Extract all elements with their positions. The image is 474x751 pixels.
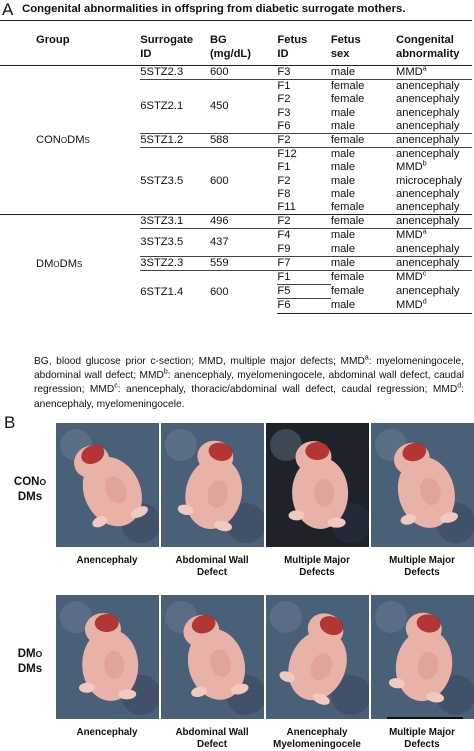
row-label-dm-dms: DMO DMs [17,648,43,675]
fetus-sex-cell: male [330,66,356,78]
abnormality-cell: anencephaly [396,80,472,94]
photo-caption: Multiple Major Defects [284,555,350,578]
fetus-sex-cell: male [330,187,356,200]
fetus-id-cell: F2 [277,174,291,187]
fetus-photo [56,423,159,547]
table-row [0,66,472,80]
abnormality-cell: MMD$^c$ [396,271,472,285]
panel-a-letter: A [2,0,14,19]
abnormality-cell: anencephaly [396,285,460,298]
abnormality-cell: anencephaly [396,256,472,270]
fetus-sex-cell: male [330,106,356,119]
abnormality-cell: MMD$^a$ [396,229,472,243]
header-abnormality: Congenital abnormality [396,21,472,66]
table-header-row [0,21,472,66]
abnormality-cell: MMD$^d$ [396,299,472,313]
fetus-id-cell: F2 [277,134,330,148]
fetus-sex-cell: female [331,271,396,285]
surrogate-id-cell: 6STZ2.1 [140,80,210,134]
abnormality-cell: anencephaly [396,119,460,132]
fetus-sex-cell: female [330,93,365,106]
fetus-sex-cell: female [330,201,365,214]
fetus-sex-cell: female [330,285,365,298]
group-cell: CONODMS [36,133,90,146]
fetus-sex-cell: male [330,161,356,174]
fetus-id-cell: F1 [277,161,291,174]
fetus-sex-cell: female [331,134,396,148]
fetus-id-cell: F1 [277,80,330,94]
surrogate-id-cell: 3STZ2.3 [140,256,210,270]
fetus-photo [161,595,264,719]
surrogate-id-cell: 3STZ3.5 [140,229,210,256]
fetus-sex-cell: male [330,242,356,255]
table-footnote: BG, blood glucose prior c-section; MMD, multiple major defects; MMD$^a$: myelomeningocele, abdominal wall defect; MMD$^b$: anencephaly, myelomeningocele, abdominal wall defect, caudal regression; MMD$^c$: anencephaly, thoracic/abdominal wall defect, caudal regression; MMD$^d$: anencephaly, myelomeningocele. [34,354,464,410]
fetus-photo [266,423,369,547]
panel-b-letter: B [4,413,16,432]
bg-cell: 450 [210,80,277,134]
abnormality-cell: anencephaly [396,242,460,255]
fetus-photo [371,423,474,547]
abnormality-cell: microcephaly [396,174,462,187]
abnormality-cell: anencephaly [396,134,472,148]
abnormality-cell: anencephaly [396,201,460,214]
fetus-sex-cell: female [331,215,396,229]
surrogate-id-cell: 5STZ1.2 [140,134,210,148]
photo-caption: Anencephaly [76,555,138,566]
photo-caption: Abdominal Wall Defect [175,727,249,750]
group-cell: DMODMS [0,215,140,313]
header-surrogate-id: Surrogate ID [140,21,210,66]
fetus-id-cell: F9 [277,242,291,255]
fetus-id-cell: F4 [277,229,330,243]
header-bg: BG (mg/dL) [210,21,277,66]
photo-caption: Abdominal Wall Defect [175,555,249,578]
fetus-sex-cell: male [331,256,396,270]
bg-cell: 496 [210,215,277,229]
abnormality-cell: MMD$^b$ [396,160,427,174]
fetus-photo [371,595,474,719]
bg-cell: 559 [210,256,277,270]
fetus-id-cell: F6 [277,299,330,313]
scale-bar [387,717,463,719]
row-label-con-dms: CONO DMs [13,476,47,503]
fetus-sex-cell: male [331,229,396,243]
abnormality-cell: anencephaly [396,106,460,119]
fetus-id-cell: F11 [277,201,296,214]
abnormality-cell: anencephaly [396,93,460,106]
fetus-id-cell: F12 [277,148,330,162]
abnormality-cell: anencephaly [396,148,472,162]
table-row [0,215,472,229]
fetus-id-cell: F3 [277,106,291,119]
fetus-id-cell: F3 [277,66,291,78]
surrogate-id-cell: 6STZ1.4 [140,271,210,314]
fetus-id-cell: F2 [277,93,291,106]
fetus-id-cell: F6 [277,119,291,132]
surrogate-id-cell: 5STZ3.5 [140,148,210,215]
header-fetus-sex: Fetus sex [331,21,396,66]
abnormality-cell: anencephaly [396,215,472,229]
photo-caption: Anencephaly [76,727,138,738]
fetus-id-cell: F5 [277,285,330,299]
fetus-sex-cell: male [330,119,356,132]
fetus-id-cell: F7 [277,256,330,270]
abnormality-cell: anencephaly [396,187,460,200]
abnormalities-table [0,20,472,314]
photo-caption: Multiple Major Defects [389,727,455,750]
fetus-photo [56,595,159,719]
fetus-sex-cell: female [331,80,396,94]
photo-caption: Multiple Major Defects [389,555,455,578]
fetus-photo [161,423,264,547]
fetus-id-cell: F8 [277,187,291,200]
fetus-id-cell: F1 [277,271,330,285]
bg-cell: 437 [210,229,277,256]
fetus-id-cell: F2 [277,215,330,229]
bg-cell: 600 [210,148,277,215]
bg-cell: 600 [210,271,277,314]
fetus-sex-cell: male [330,174,356,187]
fetus-sex-cell: male [331,148,396,162]
header-fetus-id: Fetus ID [277,21,330,66]
table-title: Congenital abnormalities in offspring from diabetic surrogate mothers. [22,3,406,15]
surrogate-id-cell: 5STZ2.3 [140,66,184,78]
abnormality-cell: MMD$^a$ [396,65,427,78]
bg-cell: 588 [210,134,277,148]
header-group: Group [0,21,140,66]
surrogate-id-cell: 3STZ3.1 [140,215,210,229]
bg-cell: 600 [209,66,229,78]
fetus-photo [266,595,369,719]
photo-caption: Anencephaly Myelomeningocele [273,727,361,750]
fetus-sex-cell: male [331,299,396,313]
